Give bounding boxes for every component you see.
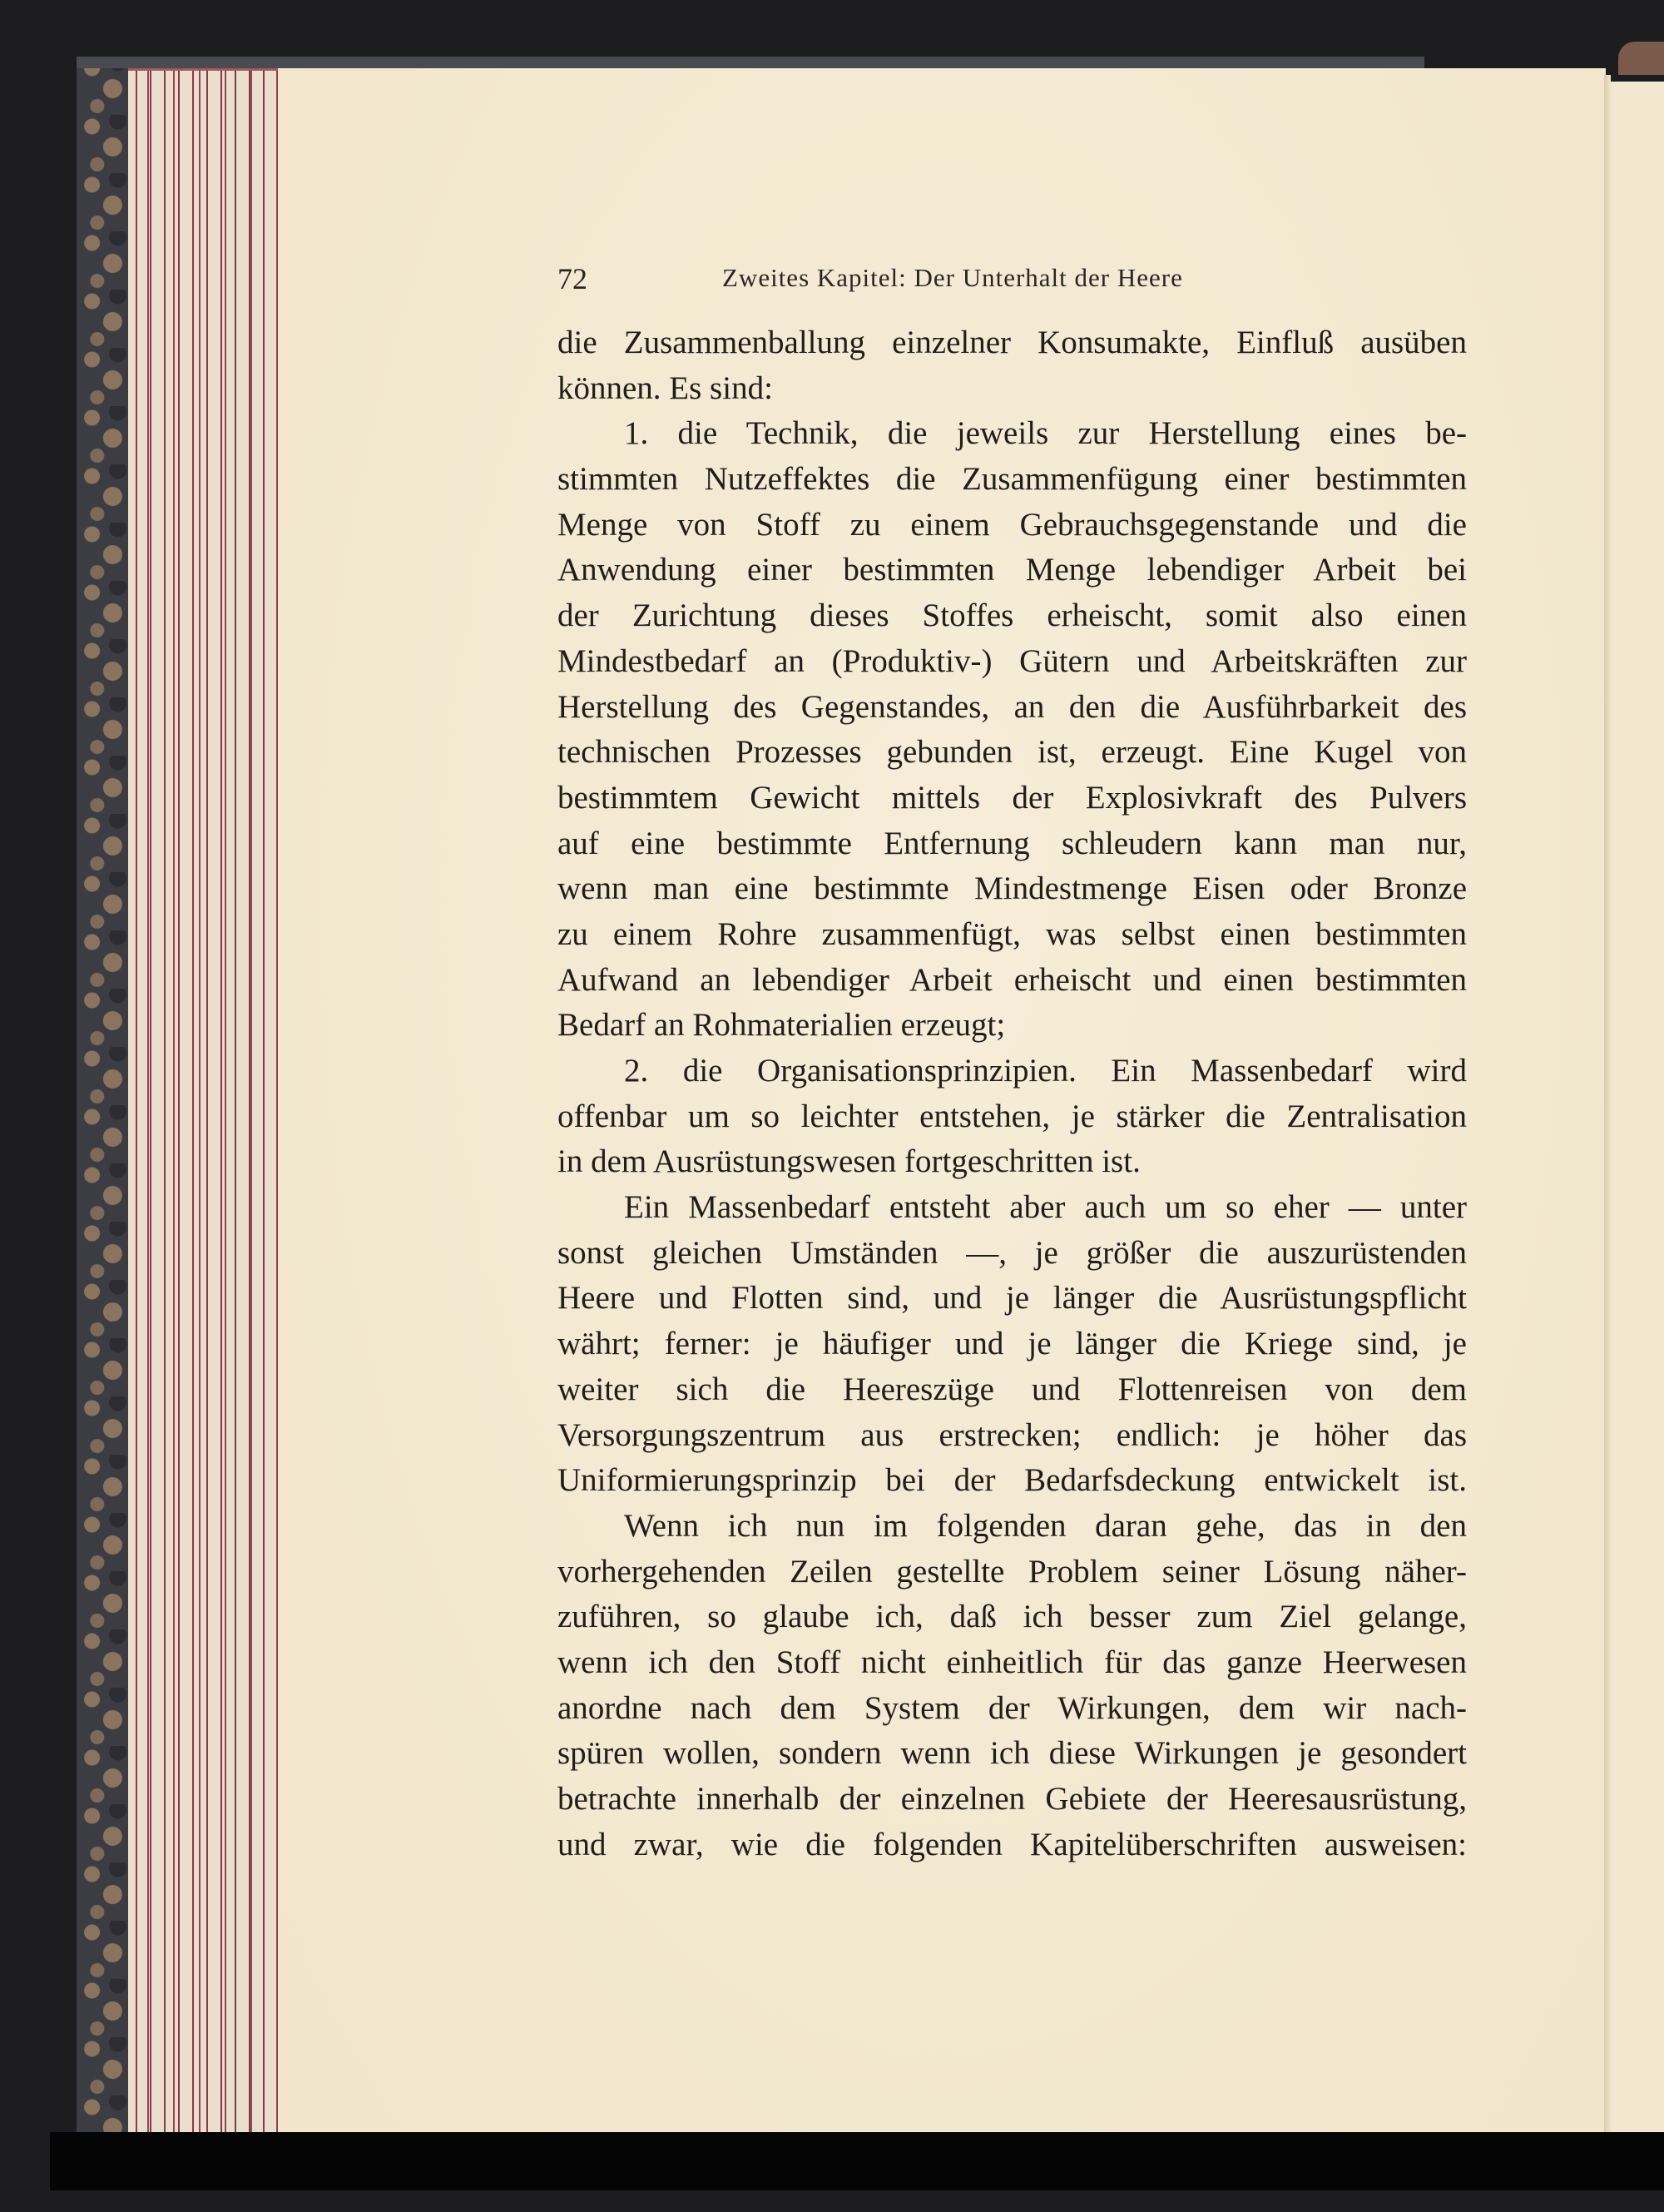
paragraph <box>557 1185 1467 1504</box>
text-line: weiter sich die Heereszüge und Flottenreisen von dem <box>557 1371 1467 1407</box>
book-cover-top-edge <box>77 57 1424 68</box>
bottom-shadow <box>50 2132 1664 2190</box>
text-line: in dem Ausrüstungswesen fortgeschritten ist. <box>557 1143 1141 1180</box>
text-line: währt; ferner: je häufiger und je länger die Kriege sind, je <box>557 1326 1467 1362</box>
text-line: der Zurichtung dieses Stoffes erheischt, somit also einen <box>557 598 1467 634</box>
text-line: Versorgungszentrum aus erstrecken; endlich: je höher das <box>557 1416 1467 1453</box>
page-gutter <box>1604 75 1611 2133</box>
text-line: betrachte innerhalb der einzelnen Gebiete der Heeresausrüstung, <box>557 1781 1467 1817</box>
text-line: Herstellung des Gegenstandes, an den die Ausführbarkeit des <box>557 688 1467 725</box>
text-line: vorhergehenden Zeilen gestellte Problem seiner Lösung näher- <box>557 1553 1467 1590</box>
paragraph <box>557 1504 1467 1868</box>
text-line: können. Es sind: <box>557 369 773 406</box>
page-number: 72 <box>557 262 587 295</box>
text-line: 1. die Technik, die jeweils zur Herstellung eines be- <box>624 415 1467 452</box>
text-line: Uniformierungsprinzip bei der Bedarfsdeckung entwickelt ist. <box>557 1462 1467 1499</box>
text-line: zuführen, so glaube ich, daß ich besser zum Ziel gelange, <box>557 1599 1467 1635</box>
text-line: bestimmtem Gewicht mittels der Explosivkraft des Pulvers <box>557 779 1467 816</box>
text-line: zu einem Rohre zusammenfügt, was selbst einen bestimmten <box>557 915 1467 952</box>
book-cover-spine <box>77 57 128 2147</box>
bookmark-ribbon <box>1618 42 1664 75</box>
text-line: Ein Massenbedarf entsteht aber auch um so eher — unter <box>624 1189 1467 1226</box>
text-line: Mindestbedarf an (Produktiv-) Gütern und Arbeitskräften zur <box>557 642 1467 679</box>
running-header <box>557 261 1306 298</box>
page-edges-top-line <box>128 68 278 71</box>
text-line: Menge von Stoff zu einem Gebrauchsgegenstande und die <box>557 506 1467 543</box>
text-line: Bedarf an Rohmaterialien erzeugt; <box>557 1007 1006 1044</box>
text-line: auf eine bestimmte Entfernung schleudern kann man nur, <box>557 825 1467 861</box>
text-line: technischen Prozesses gebunden ist, erzeugt. Eine Kugel von <box>557 734 1467 771</box>
body-text <box>557 320 1467 1867</box>
text-line: offenbar um so leichter entstehen, je stärker die Zentralisation <box>557 1098 1467 1134</box>
text-line: wenn ich den Stoff nicht einheitlich für das ganze Heerwesen <box>557 1644 1467 1680</box>
page-edges <box>128 68 278 2132</box>
text-line: Heere und Flotten sind, und je länger die Ausrüstungspflicht <box>557 1280 1467 1317</box>
paragraph <box>557 1049 1467 1185</box>
text-line: sonst gleichen Umständen —, je größer die auszurüstenden <box>557 1234 1467 1271</box>
text-line: wenn man eine bestimmte Mindestmenge Eisen oder Bronze <box>557 870 1467 907</box>
text-line: spüren wollen, sondern wenn ich diese Wirkungen je gesondert <box>557 1735 1467 1772</box>
text-line: 2. die Organisationsprinzipien. Ein Massenbedarf wird <box>624 1053 1467 1089</box>
text-line: anordne nach dem System der Wirkungen, dem wir nach- <box>557 1689 1467 1726</box>
text-line: Wenn ich nun im folgenden daran gehe, das in den <box>624 1507 1467 1544</box>
text-line: stimmten Nutzeffektes die Zusammenfügung einer bestimmten <box>557 461 1467 498</box>
text-line: und zwar, wie die folgenden Kapitelüberschriften ausweisen: <box>557 1826 1467 1862</box>
facing-page <box>1611 82 1664 2133</box>
paragraph <box>557 411 1467 1049</box>
running-title: Zweites Kapitel: Der Unterhalt der Heere <box>722 263 1183 292</box>
text-line: die Zusammenballung einzelner Konsumakte, Einfluß ausüben <box>557 325 1467 360</box>
text-line: Aufwand an lebendiger Arbeit erheischt und einen bestimmten <box>557 961 1467 998</box>
paragraph <box>557 320 1467 411</box>
text-line: Anwendung einer bestimmten Menge lebendiger Arbeit bei <box>557 552 1467 588</box>
